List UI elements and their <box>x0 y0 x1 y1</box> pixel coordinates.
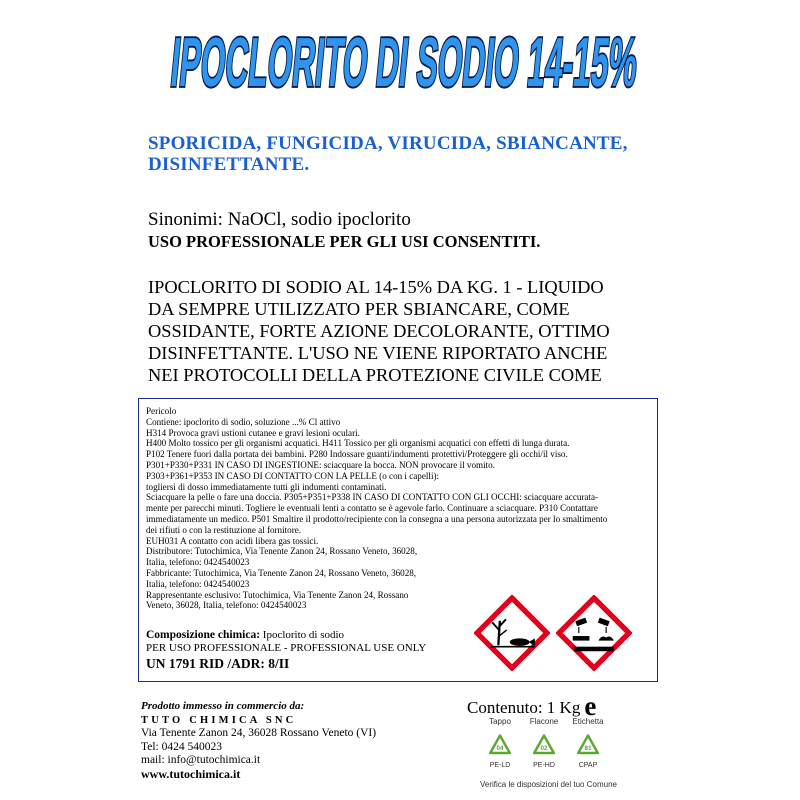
description-line: IPOCLORITO DI SODIO AL 14-15% DA KG. 1 - LIQUIDO <box>148 277 604 297</box>
recycle-code: CPAP <box>578 762 598 769</box>
recycling-header: Flacone <box>529 717 559 726</box>
hazard-statements <box>146 406 646 611</box>
recycle-icon <box>574 732 602 760</box>
product-uses <box>148 133 768 175</box>
producer-info <box>141 700 376 781</box>
recycle-number: 04 <box>496 745 504 753</box>
producer-intro: Prodotto immesso in commercio da: <box>141 700 305 712</box>
uses-line: DISINFETTANTE. <box>148 154 310 175</box>
producer-phone: Tel: 0424 540023 <box>141 740 222 753</box>
hazard-line: P303+P361+P353 IN CASO DI CONTATTO CON LA PELLE (o con i capelli): <box>146 470 440 481</box>
corrosive-icon <box>556 595 632 671</box>
description-line: DISINFETTANTE. L'USO NE VIENE RIPORTATO ANCHE <box>148 343 608 363</box>
recycle-icon <box>486 732 514 760</box>
recycling-header: Tappo <box>489 717 511 726</box>
title-text: IPOCLORITO DI SODIO 14-15% <box>167 23 641 102</box>
professional-use-only: PER USO PROFESSIONALE - PROFESSIONAL USE ONLY <box>146 642 427 654</box>
product-title <box>0 12 800 108</box>
hazard-line: Sciacquare la pelle o fare una doccia. P305+P351+P338 IN CASO DI CONTATTO CON GLI OCCHI: sciacquare accurata- <box>146 492 599 503</box>
hazard-line: mente per parecchi minuti. Togliere le eventuali lenti a contatto se è agevole farlo. Continuare a sciacquare. P310 Contattare <box>146 503 598 514</box>
hazard-line: Italia, telefono: 0424540023 <box>146 578 250 589</box>
hazard-line: Distributore: Tutochimica, Via Tenente Zanon 24, Rossano Veneto, 36028, <box>146 546 418 557</box>
content-label: Contenuto: 1 Kg <box>467 698 581 717</box>
hazard-line: P102 Tenere fuori dalla portata dei bambini. P280 Indossare guanti/indumenti protettivi/Proteggere gli occhi/il viso. <box>146 449 568 460</box>
producer-company: TUTO CHIMICA SNC <box>141 714 297 726</box>
recycle-code: PE-HD <box>533 762 555 769</box>
chemical-composition <box>146 629 344 642</box>
producer-email: mail: info@tutochimica.it <box>141 754 261 766</box>
recycle-number: 81 <box>584 745 592 753</box>
professional-use-heading: USO PROFESSIONALE PER GLI USI CONSENTITI. <box>148 232 541 251</box>
composition-value: Ipoclorito di sodio <box>262 629 345 641</box>
hazard-line: Fabbricante: Tutochimica, Via Tenente Zanon 24, Rossano Veneto, 36028, <box>146 567 417 578</box>
description-line: DA SEMPRE UTILIZZATO PER SBIANCARE, COME <box>148 299 570 319</box>
description-line: NEI PROTOCOLLI DELLA PROTEZIONE CIVILE COME <box>148 365 602 385</box>
hazard-line: H314 Provoca gravi ustioni cutanee e gravi lesioni oculari. <box>146 427 360 438</box>
producer-address: Via Tenente Zanon 24, 36028 Rossano Veneto (VI) <box>141 727 377 739</box>
hazard-line: togliersi di dosso immediatamente tutti gli indumenti contaminati. <box>146 481 387 492</box>
hazard-line: P301+P330+P331 IN CASO DI INGESTIONE: sciacquare la bocca. NON provocare il vomito. <box>146 459 495 470</box>
producer-website: www.tutochimica.it <box>141 766 241 781</box>
hazard-line: Italia, telefono: 0424540023 <box>146 557 250 568</box>
product-description <box>148 276 768 386</box>
hazard-line: dei rifiuti o con la restituzione al fornitore. <box>146 524 302 535</box>
recycling-header: Etichetta <box>572 717 604 726</box>
hazard-line: H400 Molto tossico per gli organismi acquatici. H411 Tossico per gli organismi acquatici con effetti di lunga durata. <box>146 438 570 449</box>
recycle-icon <box>530 732 558 760</box>
un-code: UN 1791 RID /ADR: 8/II <box>146 656 290 671</box>
content-quantity <box>467 689 596 720</box>
hazard-line: Pericolo <box>146 406 177 416</box>
uses-line: SPORICIDA, FUNGICIDA, VIRUCIDA, SBIANCANTE, <box>148 133 628 154</box>
estimated-sign-icon: e <box>584 691 597 721</box>
environment-hazard-icon <box>474 595 550 671</box>
synonyms: Sinonimi: NaOCl, sodio ipoclorito <box>148 209 411 230</box>
hazard-line: immediatamente un medico. P501 Smaltire il prodotto/recipiente con la consegna a una persona autorizzata per lo smaltimento <box>146 513 608 524</box>
recycle-code: PE-LD <box>489 762 511 769</box>
hazard-line: Contiene: ipoclorito di sodio, soluzione ...% Cl attivo <box>146 416 341 427</box>
hazard-line: Veneto, 36028, Italia, telefono: 0424540023 <box>146 600 307 611</box>
hazard-line: EUH031 A contatto con acidi libera gas tossici. <box>146 535 319 546</box>
composition-label: Composizione chimica: <box>146 629 261 641</box>
recycle-number: 02 <box>540 745 548 753</box>
hazard-line: Rappresentante esclusivo: Tutochimica, Via Tenente Zanon 24, Rossano <box>146 589 409 600</box>
recycling-note: Verifica le disposizioni del tuo Comune <box>480 780 617 789</box>
description-line: OSSIDANTE, FORTE AZIONE DECOLORANTE, OTTIMO <box>148 321 610 341</box>
